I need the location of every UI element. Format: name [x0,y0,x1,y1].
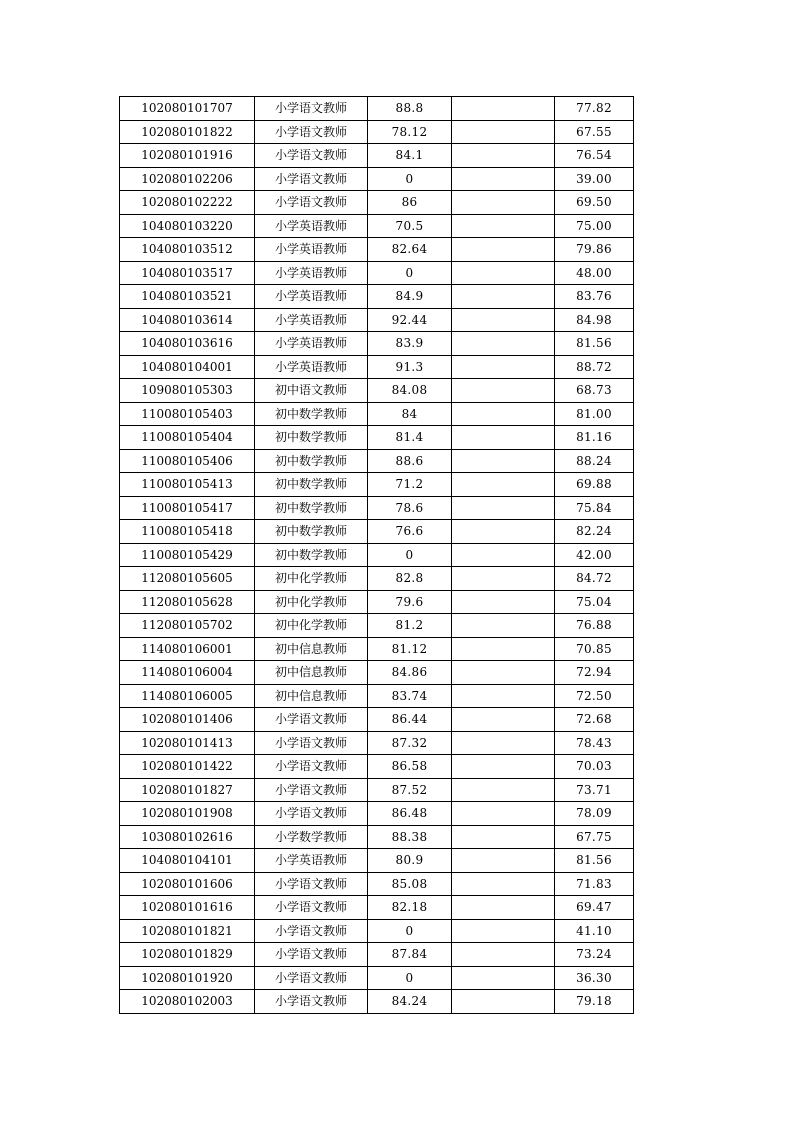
total-score-cell: 36.30 [555,966,634,990]
position-cell: 小学语文教师 [255,896,368,920]
position-cell: 初中数学教师 [255,473,368,497]
table-row [120,449,634,473]
blank-score-cell [452,520,555,544]
total-score-cell: 75.04 [555,590,634,614]
total-score-cell: 68.73 [555,379,634,403]
total-score-cell: 72.50 [555,684,634,708]
interview-score-cell: 84.86 [368,661,452,685]
blank-score-cell [452,285,555,309]
interview-score-cell: 70.5 [368,214,452,238]
total-score-cell: 84.72 [555,567,634,591]
interview-score-cell: 0 [368,919,452,943]
blank-score-cell [452,144,555,168]
table-row [120,167,634,191]
exam-id-cell: 102080101916 [120,144,255,168]
total-score-cell: 77.82 [555,97,634,121]
blank-score-cell [452,567,555,591]
interview-score-cell: 79.6 [368,590,452,614]
exam-id-cell: 110080105406 [120,449,255,473]
blank-score-cell [452,802,555,826]
exam-id-cell: 112080105628 [120,590,255,614]
blank-score-cell [452,637,555,661]
position-cell: 小学英语教师 [255,285,368,309]
total-score-cell: 79.18 [555,990,634,1014]
interview-score-cell: 91.3 [368,355,452,379]
position-cell: 小学语文教师 [255,708,368,732]
total-score-cell: 41.10 [555,919,634,943]
position-cell: 小学语文教师 [255,120,368,144]
interview-score-cell: 86.48 [368,802,452,826]
table-row [120,402,634,426]
position-cell: 小学英语教师 [255,308,368,332]
total-score-cell: 75.84 [555,496,634,520]
exam-id-cell: 110080105404 [120,426,255,450]
total-score-cell: 48.00 [555,261,634,285]
position-cell: 小学英语教师 [255,238,368,262]
table-body [120,97,634,1014]
blank-score-cell [452,919,555,943]
position-cell: 小学英语教师 [255,849,368,873]
interview-score-cell: 82.64 [368,238,452,262]
table-row [120,849,634,873]
blank-score-cell [452,708,555,732]
interview-score-cell: 87.52 [368,778,452,802]
table-row [120,825,634,849]
exam-id-cell: 102080101422 [120,755,255,779]
total-score-cell: 84.98 [555,308,634,332]
exam-id-cell: 112080105605 [120,567,255,591]
total-score-cell: 70.85 [555,637,634,661]
table-row [120,473,634,497]
total-score-cell: 67.75 [555,825,634,849]
position-cell: 小学语文教师 [255,755,368,779]
position-cell: 小学语文教师 [255,872,368,896]
blank-score-cell [452,496,555,520]
position-cell: 小学语文教师 [255,731,368,755]
exam-id-cell: 104080103521 [120,285,255,309]
total-score-cell: 69.88 [555,473,634,497]
exam-id-cell: 114080106001 [120,637,255,661]
exam-id-cell: 114080106004 [120,661,255,685]
interview-score-cell: 78.6 [368,496,452,520]
blank-score-cell [452,684,555,708]
blank-score-cell [452,778,555,802]
interview-score-cell: 0 [368,543,452,567]
exam-id-cell: 102080102222 [120,191,255,215]
table-row [120,990,634,1014]
interview-score-cell: 76.6 [368,520,452,544]
blank-score-cell [452,966,555,990]
interview-score-cell: 86.44 [368,708,452,732]
blank-score-cell [452,167,555,191]
table-row [120,872,634,896]
exam-id-cell: 110080105418 [120,520,255,544]
blank-score-cell [452,849,555,873]
total-score-cell: 69.47 [555,896,634,920]
interview-score-cell: 88.6 [368,449,452,473]
position-cell: 小学语文教师 [255,802,368,826]
position-cell: 初中化学教师 [255,567,368,591]
total-score-cell: 42.00 [555,543,634,567]
interview-score-cell: 0 [368,167,452,191]
table-row [120,214,634,238]
table-row [120,285,634,309]
exam-id-cell: 102080101413 [120,731,255,755]
exam-id-cell: 112080105702 [120,614,255,638]
table-row [120,520,634,544]
blank-score-cell [452,661,555,685]
interview-score-cell: 82.18 [368,896,452,920]
exam-id-cell: 102080101406 [120,708,255,732]
table-row [120,144,634,168]
exam-id-cell: 110080105417 [120,496,255,520]
table-row [120,567,634,591]
total-score-cell: 78.43 [555,731,634,755]
table-row [120,97,634,121]
position-cell: 小学语文教师 [255,966,368,990]
interview-score-cell: 84.24 [368,990,452,1014]
total-score-cell: 81.16 [555,426,634,450]
position-cell: 小学语文教师 [255,167,368,191]
table-row [120,661,634,685]
position-cell: 小学语文教师 [255,144,368,168]
exam-id-cell: 102080101707 [120,97,255,121]
blank-score-cell [452,590,555,614]
total-score-cell: 73.71 [555,778,634,802]
table-row [120,496,634,520]
interview-score-cell: 86 [368,191,452,215]
exam-id-cell: 102080101829 [120,943,255,967]
interview-score-cell: 83.74 [368,684,452,708]
table-row [120,966,634,990]
position-cell: 初中数学教师 [255,449,368,473]
total-score-cell: 70.03 [555,755,634,779]
position-cell: 初中数学教师 [255,520,368,544]
interview-score-cell: 84.08 [368,379,452,403]
interview-score-cell: 81.2 [368,614,452,638]
total-score-cell: 39.00 [555,167,634,191]
total-score-cell: 79.86 [555,238,634,262]
position-cell: 初中数学教师 [255,402,368,426]
interview-score-cell: 80.9 [368,849,452,873]
blank-score-cell [452,97,555,121]
interview-score-cell: 81.12 [368,637,452,661]
blank-score-cell [452,825,555,849]
interview-score-cell: 84.1 [368,144,452,168]
table-row [120,614,634,638]
position-cell: 小学语文教师 [255,778,368,802]
position-cell: 小学语文教师 [255,943,368,967]
exam-id-cell: 102080101606 [120,872,255,896]
blank-score-cell [452,543,555,567]
total-score-cell: 71.83 [555,872,634,896]
blank-score-cell [452,238,555,262]
table-row [120,120,634,144]
blank-score-cell [452,332,555,356]
interview-score-cell: 88.8 [368,97,452,121]
exam-id-cell: 104080103220 [120,214,255,238]
position-cell: 初中化学教师 [255,614,368,638]
total-score-cell: 83.76 [555,285,634,309]
exam-id-cell: 104080103616 [120,332,255,356]
position-cell: 初中信息教师 [255,684,368,708]
table-row [120,684,634,708]
total-score-cell: 75.00 [555,214,634,238]
interview-score-cell: 82.8 [368,567,452,591]
interview-score-cell: 85.08 [368,872,452,896]
total-score-cell: 67.55 [555,120,634,144]
blank-score-cell [452,120,555,144]
exam-id-cell: 110080105403 [120,402,255,426]
total-score-cell: 81.56 [555,849,634,873]
table-row [120,238,634,262]
blank-score-cell [452,990,555,1014]
position-cell: 小学英语教师 [255,355,368,379]
total-score-cell: 72.68 [555,708,634,732]
table-row [120,896,634,920]
table-row [120,590,634,614]
exam-id-cell: 102080101827 [120,778,255,802]
blank-score-cell [452,191,555,215]
total-score-cell: 76.54 [555,144,634,168]
blank-score-cell [452,896,555,920]
table-row [120,332,634,356]
total-score-cell: 76.88 [555,614,634,638]
position-cell: 初中语文教师 [255,379,368,403]
position-cell: 小学英语教师 [255,332,368,356]
position-cell: 小学英语教师 [255,261,368,285]
blank-score-cell [452,614,555,638]
exam-id-cell: 102080102003 [120,990,255,1014]
interview-score-cell: 81.4 [368,426,452,450]
table-row [120,637,634,661]
total-score-cell: 88.24 [555,449,634,473]
exam-id-cell: 109080105303 [120,379,255,403]
position-cell: 小学英语教师 [255,214,368,238]
interview-score-cell: 84 [368,402,452,426]
table-row [120,778,634,802]
total-score-cell: 73.24 [555,943,634,967]
exam-id-cell: 104080103512 [120,238,255,262]
interview-score-cell: 0 [368,261,452,285]
table-row [120,543,634,567]
blank-score-cell [452,402,555,426]
exam-id-cell: 104080103517 [120,261,255,285]
interview-score-cell: 87.32 [368,731,452,755]
interview-score-cell: 92.44 [368,308,452,332]
blank-score-cell [452,872,555,896]
exam-id-cell: 102080101821 [120,919,255,943]
position-cell: 小学语文教师 [255,919,368,943]
total-score-cell: 78.09 [555,802,634,826]
exam-id-cell: 110080105429 [120,543,255,567]
position-cell: 初中化学教师 [255,590,368,614]
blank-score-cell [452,473,555,497]
position-cell: 初中数学教师 [255,426,368,450]
exam-id-cell: 110080105413 [120,473,255,497]
blank-score-cell [452,355,555,379]
exam-id-cell: 104080104101 [120,849,255,873]
blank-score-cell [452,731,555,755]
blank-score-cell [452,449,555,473]
table-row [120,308,634,332]
table-row [120,191,634,215]
table-row [120,355,634,379]
exam-id-cell: 102080101920 [120,966,255,990]
table-row [120,919,634,943]
exam-id-cell: 114080106005 [120,684,255,708]
table-row [120,708,634,732]
table-row [120,943,634,967]
position-cell: 小学数学教师 [255,825,368,849]
position-cell: 小学语文教师 [255,97,368,121]
total-score-cell: 81.56 [555,332,634,356]
blank-score-cell [452,943,555,967]
interview-score-cell: 87.84 [368,943,452,967]
blank-score-cell [452,426,555,450]
table-row [120,261,634,285]
score-table [119,96,634,1014]
table-row [120,755,634,779]
interview-score-cell: 71.2 [368,473,452,497]
blank-score-cell [452,214,555,238]
position-cell: 初中信息教师 [255,637,368,661]
exam-id-cell: 103080102616 [120,825,255,849]
exam-id-cell: 102080102206 [120,167,255,191]
interview-score-cell: 84.9 [368,285,452,309]
total-score-cell: 88.72 [555,355,634,379]
blank-score-cell [452,308,555,332]
exam-id-cell: 102080101822 [120,120,255,144]
exam-id-cell: 104080103614 [120,308,255,332]
position-cell: 初中数学教师 [255,496,368,520]
exam-id-cell: 102080101908 [120,802,255,826]
position-cell: 小学语文教师 [255,191,368,215]
table-row [120,802,634,826]
interview-score-cell: 0 [368,966,452,990]
table-row [120,379,634,403]
total-score-cell: 81.00 [555,402,634,426]
interview-score-cell: 86.58 [368,755,452,779]
total-score-cell: 72.94 [555,661,634,685]
exam-id-cell: 102080101616 [120,896,255,920]
total-score-cell: 82.24 [555,520,634,544]
interview-score-cell: 78.12 [368,120,452,144]
total-score-cell: 69.50 [555,191,634,215]
blank-score-cell [452,379,555,403]
blank-score-cell [452,261,555,285]
interview-score-cell: 83.9 [368,332,452,356]
position-cell: 小学语文教师 [255,990,368,1014]
interview-score-cell: 88.38 [368,825,452,849]
blank-score-cell [452,755,555,779]
position-cell: 初中信息教师 [255,661,368,685]
table-row [120,731,634,755]
table-row [120,426,634,450]
exam-id-cell: 104080104001 [120,355,255,379]
position-cell: 初中数学教师 [255,543,368,567]
